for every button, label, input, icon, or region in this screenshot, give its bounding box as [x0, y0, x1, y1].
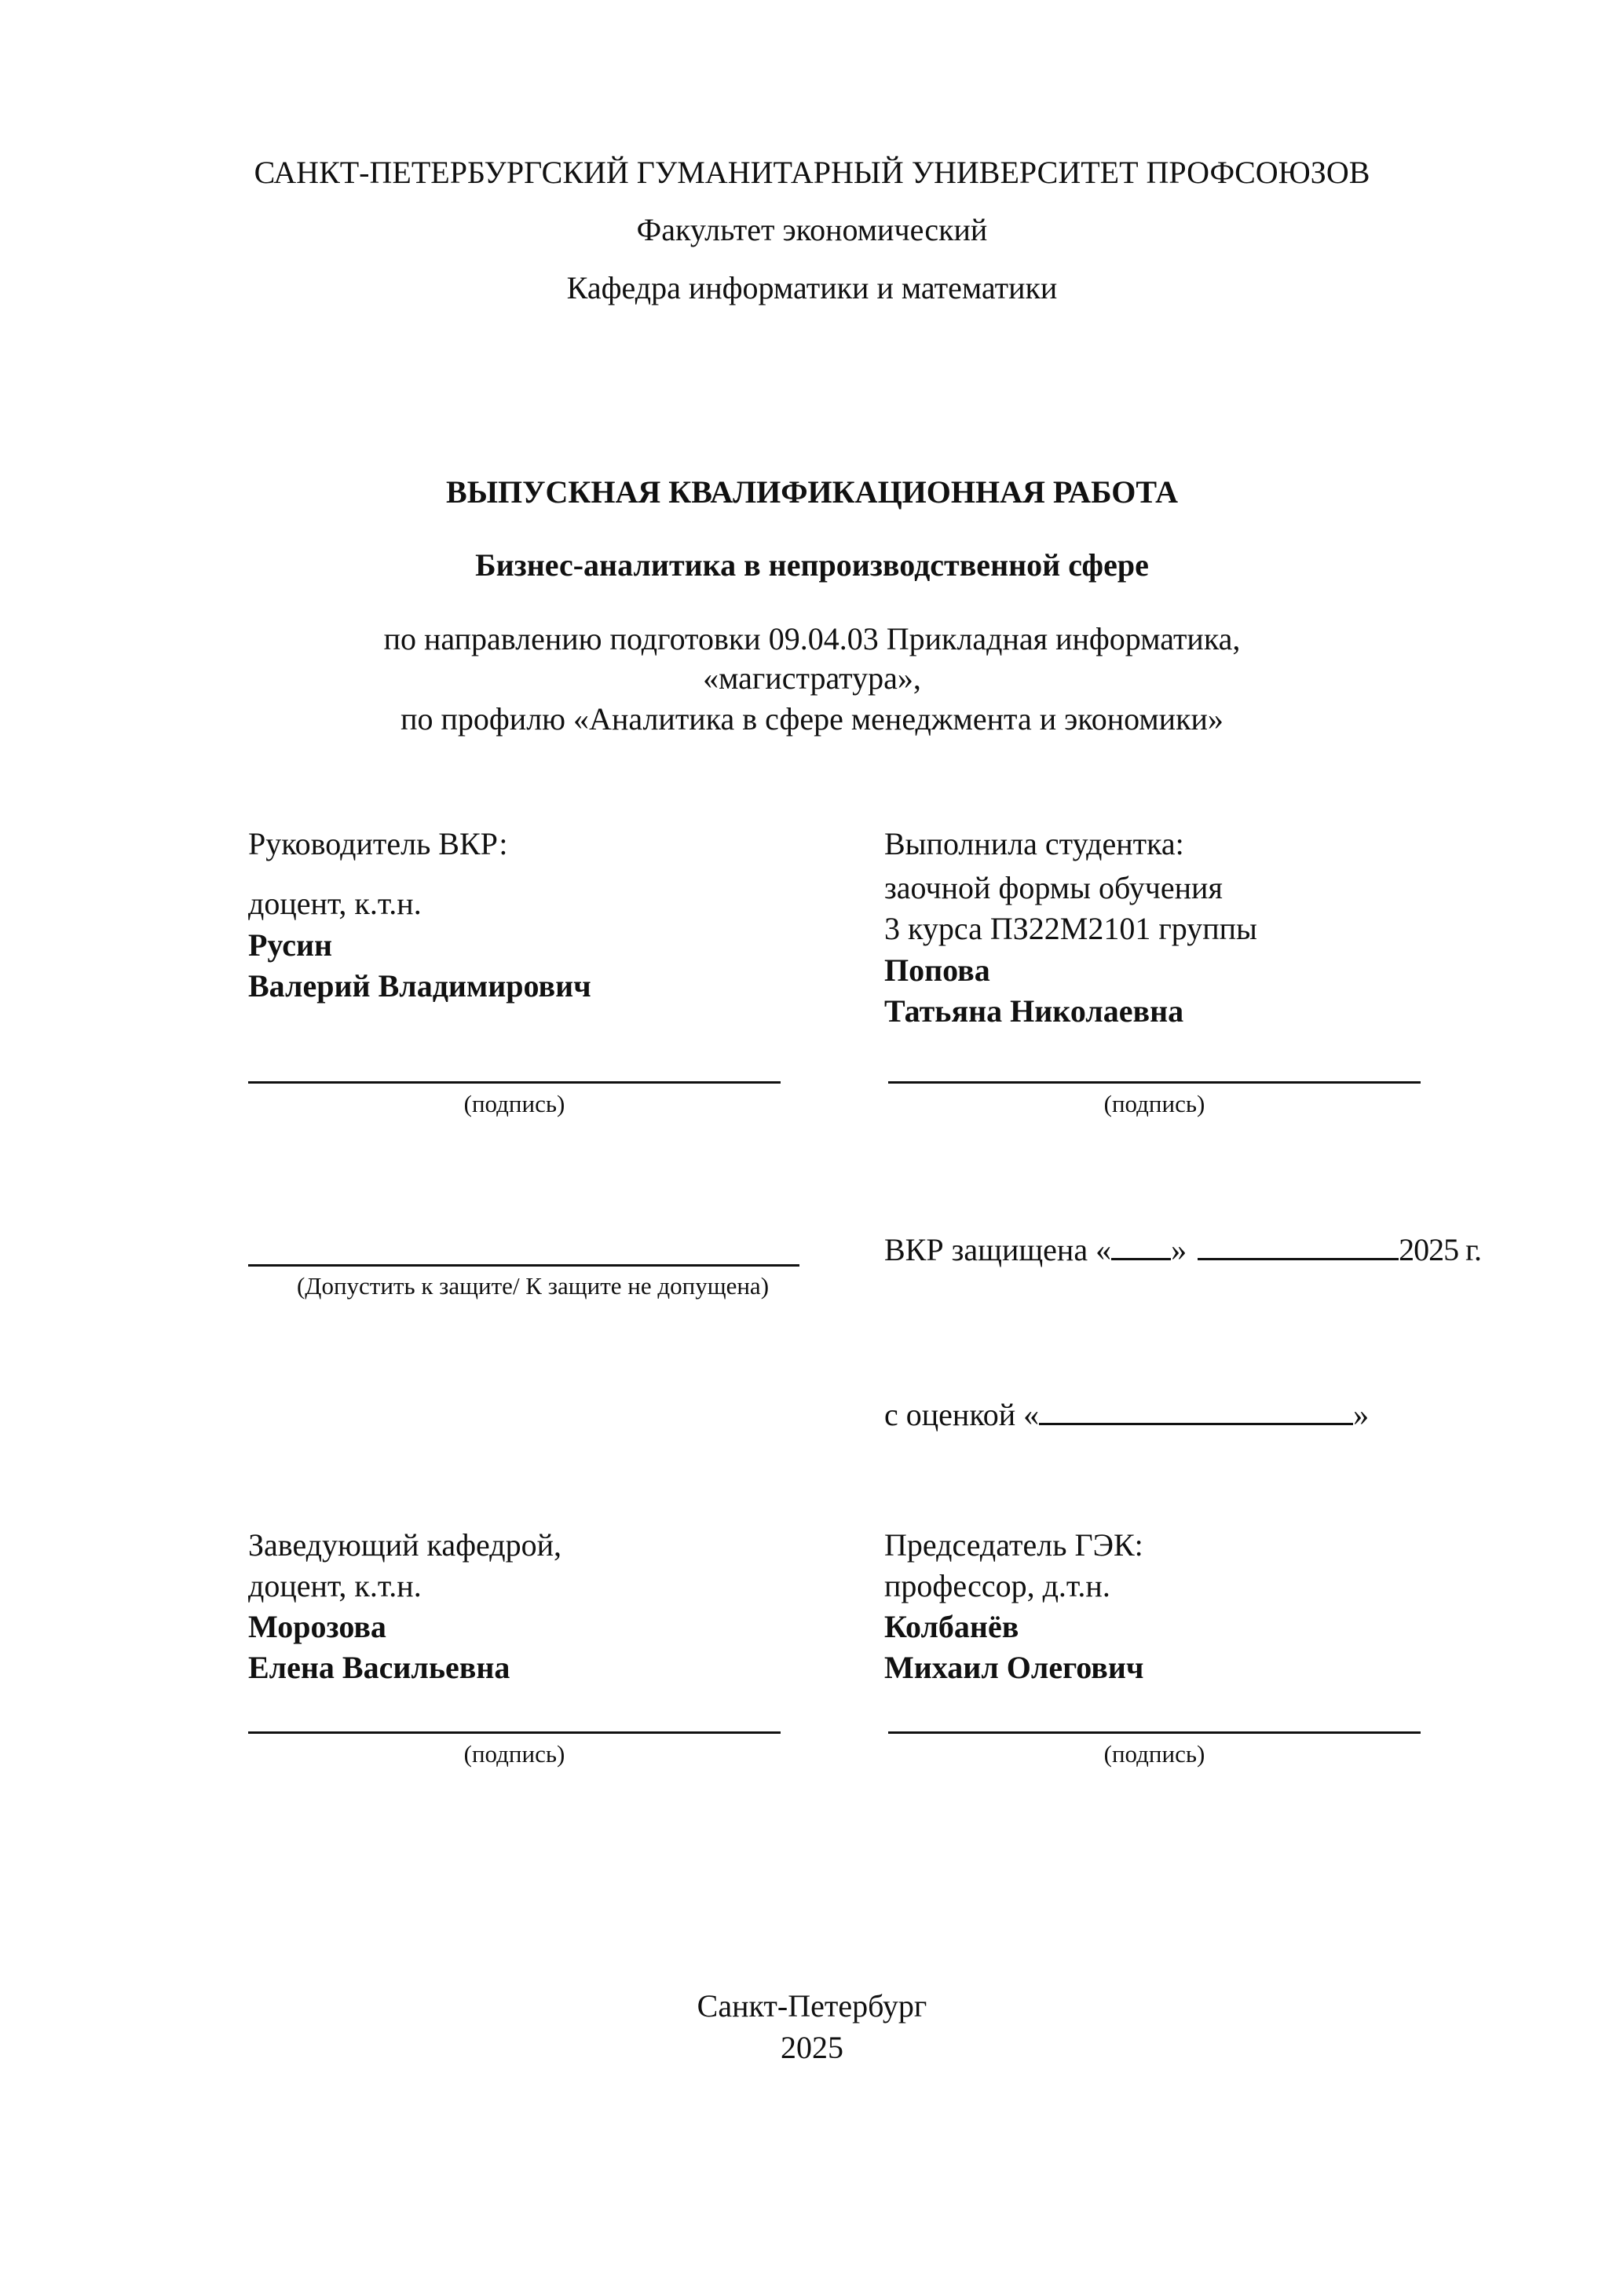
supervisor-signature-caption: (подпись) [463, 1090, 565, 1117]
university-name: САНКТ-ПЕТЕРБУРГСКИЙ ГУМАНИТАРНЫЙ УНИВЕРСИТЕТ ПРОФСОЮЗОВ [254, 155, 1370, 190]
head-signature-line [248, 1731, 781, 1734]
grade-prefix: с оценкой « [884, 1397, 1040, 1432]
student-signature-caption: (подпись) [1103, 1090, 1205, 1117]
defense-date-line [884, 1231, 1481, 1269]
defense-day-field[interactable] [1111, 1231, 1171, 1260]
work-type-title: ВЫПУСКНАЯ КВАЛИФИКАЦИОННАЯ РАБОТА [446, 474, 1178, 510]
footer-year: 2025 [781, 2030, 843, 2065]
defense-year: 2025 г. [1399, 1232, 1481, 1267]
admission-caption: (Допустить к защите/ К защите не допущена) [296, 1272, 770, 1300]
chair-heading: Председатель ГЭК: [884, 1527, 1143, 1563]
head-name: Елена Васильевна [248, 1650, 510, 1685]
chair-surname: Колбанёв [884, 1609, 1019, 1644]
direction-line-3: по профилю «Аналитика в сфере менеджмента и экономики» [401, 701, 1223, 737]
supervisor-signature-line [248, 1081, 781, 1084]
defense-date-middle: » [1171, 1232, 1187, 1267]
work-topic: Бизнес-аналитика в непроизводственной сфере [475, 547, 1149, 583]
supervisor-surname: Русин [248, 927, 333, 963]
defense-date-prefix: ВКР защищена « [884, 1232, 1112, 1267]
grade-suffix: » [1353, 1397, 1370, 1432]
student-surname: Попова [884, 952, 990, 988]
grade-line [884, 1396, 1369, 1434]
defense-month-field[interactable] [1198, 1231, 1399, 1260]
chair-name: Михаил Олегович [884, 1650, 1144, 1685]
chair-signature-line [888, 1731, 1421, 1734]
admission-signature-line [248, 1264, 799, 1267]
direction-line-2: «магистратура», [703, 660, 921, 696]
student-study-form: заочной формы обучения [884, 870, 1223, 905]
supervisor-name: Валерий Владимирович [248, 968, 591, 1004]
head-surname: Морозова [248, 1609, 386, 1644]
head-heading: Заведующий кафедрой, [248, 1527, 562, 1563]
direction-line-1: по направлению подготовки 09.04.03 Прикладная информатика, [383, 621, 1241, 656]
supervisor-heading: Руководитель ВКР: [248, 826, 508, 861]
student-heading: Выполнила студентка: [884, 826, 1184, 861]
chair-signature-caption: (подпись) [1103, 1740, 1205, 1768]
student-course-group: 3 курса ПЗ22М2101 группы [884, 911, 1257, 946]
department-name: Кафедра информатики и математики [566, 270, 1058, 305]
grade-field[interactable] [1039, 1396, 1353, 1425]
head-signature-caption: (подпись) [463, 1740, 565, 1768]
supervisor-degree: доцент, к.т.н. [248, 886, 422, 921]
student-signature-line [888, 1081, 1421, 1084]
faculty-name: Факультет экономический [636, 212, 988, 247]
head-degree: доцент, к.т.н. [248, 1568, 422, 1603]
chair-degree: профессор, д.т.н. [884, 1568, 1110, 1603]
footer-city: Санкт-Петербург [697, 1988, 927, 2024]
student-name: Татьяна Николаевна [884, 993, 1184, 1029]
